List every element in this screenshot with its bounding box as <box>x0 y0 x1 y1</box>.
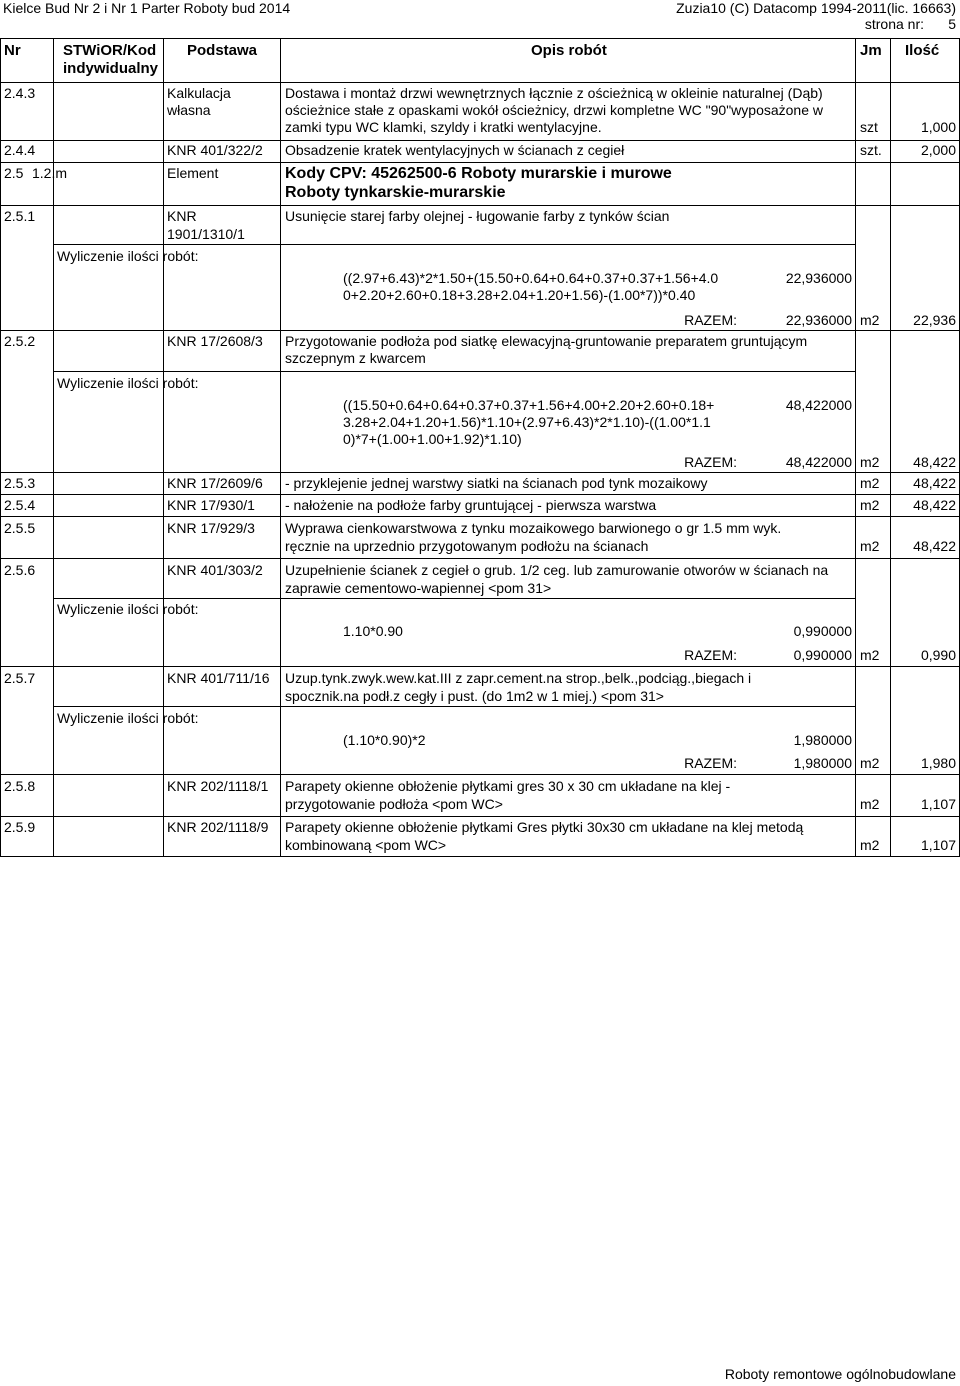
row-separator <box>0 472 960 473</box>
row-quantity: 48,422 <box>913 497 956 513</box>
row-description: Parapety okienne obłożenie płytkami Gres płytki 30x30 cm układane na klej metodą <box>285 819 804 835</box>
section-subtitle: Roboty tynkarskie-murarskie <box>285 184 506 201</box>
row-podstawa: własna <box>167 102 211 118</box>
row-unit: szt <box>860 119 878 135</box>
column-header-nr: Nr <box>4 42 21 59</box>
table-bottom-border <box>0 856 960 857</box>
row-podstawa: KNR 17/2609/6 <box>167 475 263 491</box>
row-separator <box>0 558 960 559</box>
column-divider <box>280 38 281 856</box>
row-separator <box>0 516 960 517</box>
total-label: RAZEM: <box>684 755 737 771</box>
row-podstawa: KNR 401/303/2 <box>167 562 263 578</box>
row-nr: 2.5 <box>4 165 24 181</box>
column-divider <box>890 38 891 856</box>
total-value: 1,980000 <box>793 755 852 771</box>
column-divider <box>163 38 164 856</box>
header-bottom-border <box>0 82 960 83</box>
row-podstawa: KNR 17/929/3 <box>167 520 255 536</box>
row-description: Obsadzenie kratek wentylacyjnych w ścianach z cegieł <box>285 142 625 158</box>
total-value: 48,422000 <box>785 454 852 470</box>
row-description: Uzupełnienie ścianek z cegieł o grub. 1/2 ceg. lub zamurowanie otworów w ścianach na <box>285 562 829 578</box>
calculation-value: 1,980000 <box>793 732 852 748</box>
column-header-opis: Opis robót <box>531 42 607 59</box>
page-number-label: strona nr: <box>864 16 924 32</box>
document-header-title: Kielce Bud Nr 2 i Nr 1 Parter Roboty bud 2014 <box>3 0 291 16</box>
row-podstawa: KNR 202/1118/9 <box>167 819 269 835</box>
row-quantity: 48,422 <box>913 454 956 470</box>
row-podstawa: KNR <box>167 208 197 224</box>
row-nr: 2.5.9 <box>4 819 36 835</box>
total-value: 0,990000 <box>793 647 852 663</box>
row-description: ościeżnice stałe z opaskami wokół ościeżnicy, drzwi kompletne WC "90"wyposażone w <box>285 102 824 118</box>
row-separator <box>0 494 960 495</box>
calc-separator <box>53 244 856 245</box>
calculation-label: Wyliczenie ilości robót: <box>57 710 199 726</box>
row-unit: m2 <box>860 497 880 513</box>
row-unit: m2 <box>860 312 880 328</box>
total-label: RAZEM: <box>684 647 737 663</box>
row-nr: 2.5.1 <box>4 208 36 224</box>
row-podstawa: KNR 202/1118/1 <box>167 778 269 794</box>
column-header-stwior: STWiOR/Kod <box>63 42 157 59</box>
row-separator <box>0 205 960 206</box>
row-description: Dostawa i montaż drzwi wewnętrznych łącznie z ościeżnicą w okleinie naturalnej (Dąb) <box>285 85 823 101</box>
row-podstawa: KNR 401/322/2 <box>167 142 263 158</box>
column-header-jm: Jm <box>860 42 882 59</box>
row-description: kombinowaną <pom WC> <box>285 837 447 853</box>
row-quantity: 48,422 <box>913 538 956 554</box>
row-podstawa: Kalkulacja <box>167 85 231 101</box>
row-description: szczepnym z kwarcem <box>285 350 426 366</box>
row-unit: m2 <box>860 538 880 554</box>
row-description: spocznik.na podł.z cegły i pust. (do 1m2 w 1 miej.) <pom 31> <box>285 688 664 704</box>
row-unit: m2 <box>860 647 880 663</box>
row-separator <box>0 140 960 141</box>
row-quantity: 22,936 <box>913 312 956 328</box>
calculation-value: 48,422000 <box>785 397 852 413</box>
row-nr: 2.5.2 <box>4 333 36 349</box>
column-header-ilosc: Ilość <box>905 42 940 59</box>
column-header-stwior-sub: indywidualny <box>63 60 159 77</box>
row-quantity: 1,107 <box>920 837 956 853</box>
row-quantity: 1,000 <box>920 119 956 135</box>
row-description: zamki typu WC klamki, szyldy i kratki wentylacyjne. <box>285 119 602 135</box>
row-separator <box>0 330 960 331</box>
row-separator <box>0 162 960 163</box>
calculation-formula: ((2.97+6.43)*2*1.50+(15.50+0.64+0.64+0.37+0.37+1.56+4.0 <box>343 270 719 286</box>
row-quantity: 0,990 <box>920 647 956 663</box>
column-divider <box>53 38 54 856</box>
calc-separator <box>53 371 856 372</box>
calculation-value: 0,990000 <box>793 623 852 639</box>
row-podstawa: KNR 17/930/1 <box>167 497 255 513</box>
row-description: Usunięcie starej farby olejnej - ługowanie farby z tynków ścian <box>285 208 670 224</box>
row-unit: m2 <box>860 454 880 470</box>
software-license-label: Zuzia10 (C) Datacomp 1994-2011(lic. 16663) <box>676 0 956 16</box>
row-nr: 2.4.4 <box>4 142 36 158</box>
row-separator <box>0 666 960 667</box>
row-unit: m2 <box>860 475 880 491</box>
row-code: 1.2.m <box>32 165 68 181</box>
calculation-label: Wyliczenie ilości robót: <box>57 375 199 391</box>
page-number: 5 <box>948 16 956 32</box>
row-nr: 2.5.5 <box>4 520 36 536</box>
row-description: Parapety okienne obłożenie płytkami gres 30 x 30 cm układane na klej - <box>285 778 731 794</box>
row-nr: 2.5.8 <box>4 778 36 794</box>
row-podstawa: 1901/1310/1 <box>167 226 245 242</box>
section-title: Kody CPV: 45262500-6 Roboty murarskie i murowe <box>285 165 672 182</box>
row-nr: 2.5.7 <box>4 670 36 686</box>
table-left-border <box>0 38 1 856</box>
row-separator <box>0 774 960 775</box>
calculation-formula: ((15.50+0.64+0.64+0.37+0.37+1.56+4.00+2.20+2.60+0.18+ <box>343 397 715 413</box>
row-nr: 2.5.3 <box>4 475 36 491</box>
calc-separator <box>53 598 856 599</box>
calculation-formula: 0)*7+(1.00+1.00+1.92)*1.10) <box>343 431 522 447</box>
row-description: Przygotowanie podłoża pod siatkę elewacyjną-gruntowanie preparatem gruntującym <box>285 333 808 349</box>
row-quantity: 48,422 <box>913 475 956 491</box>
column-header-podstawa: Podstawa <box>187 42 258 59</box>
row-podstawa: KNR 401/711/16 <box>167 670 270 686</box>
row-description: przygotowanie podłoża <pom WC> <box>285 796 503 812</box>
document-footer: Roboty remontowe ogólnobudowlane <box>724 1366 956 1382</box>
row-description: zaprawie cementowo-wapiennej <pom 31> <box>285 580 552 596</box>
total-value: 22,936000 <box>785 312 852 328</box>
row-podstawa: Element <box>167 165 219 181</box>
calculation-label: Wyliczenie ilości robót: <box>57 601 199 617</box>
row-description: - nałożenie na podłoże farby gruntującej - pierwsza warstwa <box>285 497 657 513</box>
row-description: Wyprawa cienkowarstwowa z tynku mozaikowego barwionego o gr 1.5 mm wyk. <box>285 520 782 536</box>
calculation-value: 22,936000 <box>785 270 852 286</box>
row-unit: szt. <box>860 142 882 158</box>
row-unit: m2 <box>860 837 880 853</box>
calculation-formula: 1.10*0.90 <box>343 623 403 639</box>
total-label: RAZEM: <box>684 454 737 470</box>
row-quantity: 1,107 <box>920 796 956 812</box>
column-divider <box>855 38 856 856</box>
calculation-formula: 0+2.20+2.60+0.18+3.28+2.04+1.20+1.56)-(1.00*7))*0.40 <box>343 287 696 303</box>
row-unit: m2 <box>860 796 880 812</box>
calculation-formula: 3.28+2.04+1.20+1.56)*1.10+(2.97+6.43)*2*1.10)-((1.00*1.1 <box>343 414 711 430</box>
row-quantity: 1,980 <box>920 755 956 771</box>
calc-separator <box>53 706 856 707</box>
row-quantity: 2,000 <box>920 142 956 158</box>
row-nr: 2.5.4 <box>4 497 36 513</box>
row-description: ręcznie na uprzednio przygotowanym podłożu na ścianach <box>285 538 649 554</box>
row-unit: m2 <box>860 755 880 771</box>
row-nr: 2.5.6 <box>4 562 36 578</box>
row-description: Uzup.tynk.zwyk.wew.kat.III z zapr.cement.na strop.,belk.,podciąg.,biegach i <box>285 670 752 686</box>
row-separator <box>0 816 960 817</box>
total-label: RAZEM: <box>684 312 737 328</box>
row-nr: 2.4.3 <box>4 85 36 101</box>
calculation-label: Wyliczenie ilości robót: <box>57 248 199 264</box>
row-podstawa: KNR 17/2608/3 <box>167 333 263 349</box>
calculation-formula: (1.10*0.90)*2 <box>343 732 426 748</box>
table-top-border <box>0 38 960 39</box>
row-description: - przyklejenie jednej warstwy siatki na ścianach pod tynk mozaikowy <box>285 475 708 491</box>
